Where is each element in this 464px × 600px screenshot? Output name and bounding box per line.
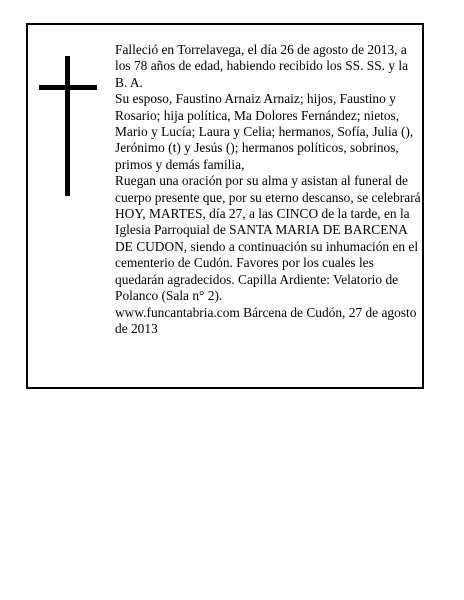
cross-vertical-bar xyxy=(65,56,70,196)
website-and-date: www.funcantabria.com Bárcena de Cudón, 27 de agosto de 2013 xyxy=(115,304,417,336)
notice-text xyxy=(115,42,421,337)
cross-horizontal-bar xyxy=(39,85,97,90)
obituary-notice xyxy=(26,23,424,389)
death-announcement: Falleció en Torrelavega, el día 26 de agosto de 2013, a los 78 años de edad, habiendo recibido los SS. SS. y la B. A. xyxy=(115,42,409,90)
funeral-details: Ruegan una oración por su alma y asistan al funeral de cuerpo presente que, por su eterno descanso, se celebrará HOY, MARTES, día 27, a las CINCO de la tarde, en la Iglesia Parroquial de SANTA MARIA DE BARCENA DE CUDON, siendo a continuación su inhumación en el cementerio de Cudón. Favores por los cuales les quedarán agradecidos. Capilla Ardiente: Velatorio de Polanco (Sala n° 2). xyxy=(115,173,421,304)
family-list: Su esposo, Faustino Arnaiz Arnaiz; hijos, Faustino y Rosario; hija política, Ma Dolores Fernández; nietos, Mario y Lucía; Laura y Celia; hermanos, Sofía, Julia (), Jerónimo (t) y Jesús (); hermanos políticos, sobrinos, primos y demás familia, xyxy=(115,91,414,172)
